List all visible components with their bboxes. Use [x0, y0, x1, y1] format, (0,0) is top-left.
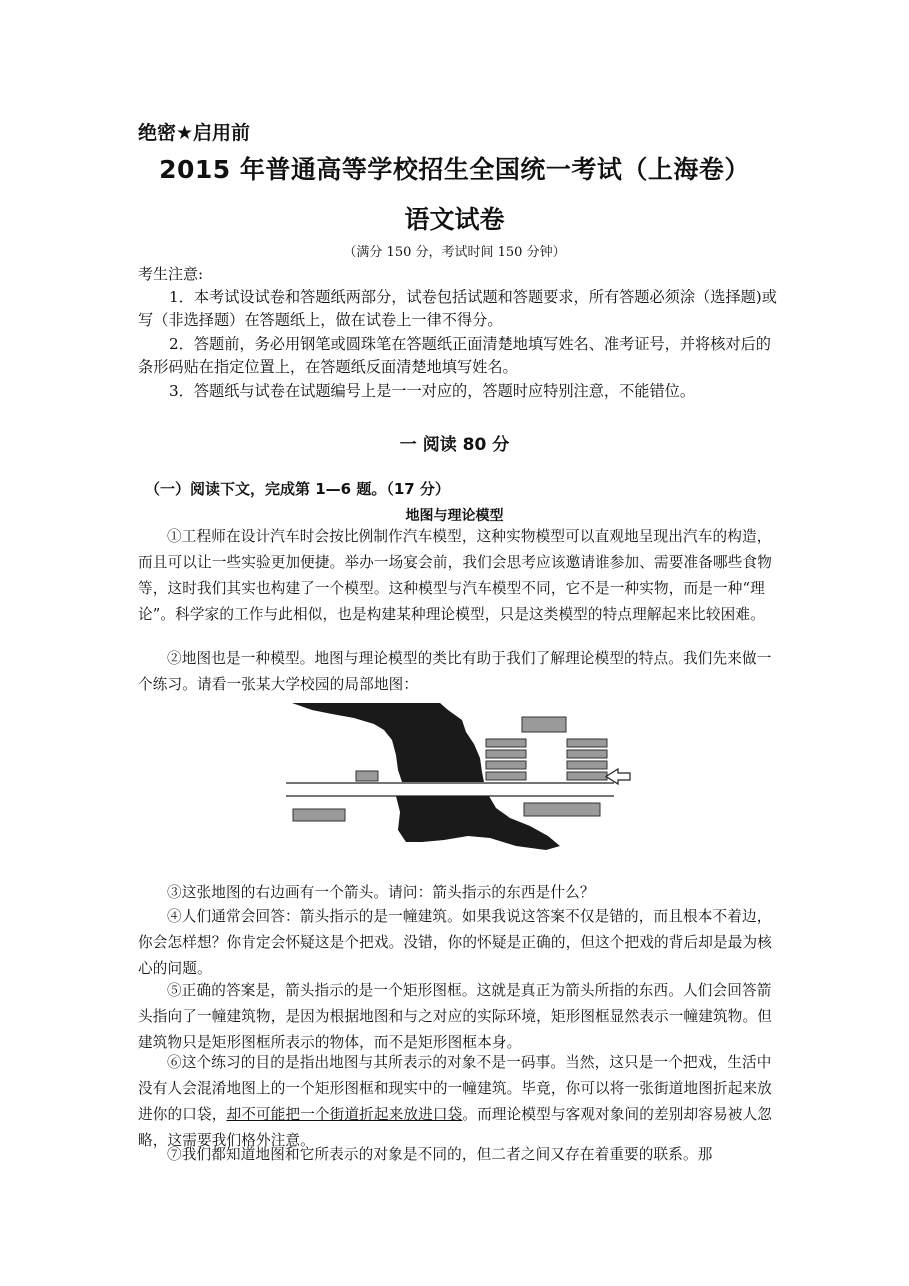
paragraph-2: ②地图也是一种模型。地图与理论模型的类比有助于我们了解理论模型的特点。我们先来做一个练习。请看一张某大学校园的局部地图： [138, 650, 772, 693]
paragraph-4: ④人们通常会回答：箭头指示的是一幢建筑。如果我说这答案不仅是错的，而且根本不着边，你会怎样想？你肯定会怀疑这是个把戏。没错，你的怀疑是正确的，但这个把戏的背后却是最为核心的问题。 [138, 908, 772, 977]
building-lower-left [293, 809, 345, 821]
building-right-3 [567, 761, 607, 769]
notice-item-3: 3．答题纸与试卷在试题编号上是一一对应的，答题时应特别注意，不能错位。 [169, 382, 696, 400]
paragraph-6-text-a: ⑥这个练习的目的是指出地图与其所表示的对象不是一码事。当然，这只是一个把戏，生活中没有人会混淆地图上的一个矩形图框和现实中的一幢建筑。毕竟，你可以将一张街道地图折起来放进你的口袋， [138, 1054, 772, 1123]
notice-heading: 考生注意: [138, 265, 204, 283]
notice-item-1: 1．本考试设试卷和答题纸两部分，试卷包括试题和答题要求，所有答题必须涂（选择题)或写（非选择题）在答题纸上，做在试卷上一律不得分。 [138, 288, 777, 329]
section-title: 一 阅读 80 分 [399, 435, 510, 455]
part-heading: （一）阅读下文，完成第 1—6 题。（17 分） [145, 480, 450, 498]
secret-label: 绝密★启用前 [138, 122, 251, 144]
paragraph-7: ⑦我们都知道地图和它所表示的对象是不同的，但二者之间又存在着重要的联系。那 [167, 1146, 713, 1163]
building-left-3 [486, 761, 526, 769]
building-left-1 [486, 739, 526, 747]
campus-map-figure [284, 700, 634, 852]
article-title: 地图与理论模型 [405, 508, 504, 524]
exam-title: 2015 年普通高等学校招生全国统一考试（上海卷） [159, 155, 750, 184]
building-top [522, 717, 566, 732]
paragraph-6-text-b: 。而理论模型与客观对象间的差别却容易被人忽略，这需要我们格外注意。 [138, 1106, 772, 1149]
building-lower-right [524, 803, 600, 816]
paragraph-1: ①工程师在设计汽车时会按比例制作汽车模型，这种实物模型可以直观地呈现出汽车的构造，而且可以让一些实验更加便捷。举办一场宴会前，我们会思考应该邀请谁参加、需要准备哪些食物等，这时我们其实也构建了一个模型。这种模型与汽车模型不同，它不是一种实物，而是一种“理论”。科学家的工作与此相似，也是构建某种理论模型，只是这类模型的特点理解起来比较困难。 [138, 528, 772, 623]
paragraph-5: ⑤正确的答案是，箭头指示的是一个矩形图框。这就是真正为箭头所指的东西。人们会回答箭头指向了一幢建筑物，是因为根据地图和与之对应的实际环境，矩形图框显然表示一幢建筑物。但建筑物只是矩形图框所表示的物体，而不是矩形图框本身。 [138, 982, 772, 1051]
building-right-1 [567, 739, 607, 747]
paragraph-3: ③这张地图的右边画有一个箭头。请问：箭头指示的东西是什么？ [167, 884, 595, 901]
arrow-icon [606, 769, 630, 784]
score-note: （满分 150 分，考试时间 150 分钟） [343, 245, 566, 260]
exam-subtitle: 语文试卷 [404, 205, 505, 234]
building-left-2 [486, 750, 526, 758]
building-small-left [356, 771, 378, 781]
notice-item-2: 2．答题前，务必用钢笔或圆珠笔在答题纸正面清楚地填写姓名、准考证号，并将核对后的条形码贴在指定位置上，在答题纸反面清楚地填写姓名。 [138, 335, 771, 376]
river-upper-shape [292, 703, 484, 782]
paragraph-6 [138, 1050, 778, 1154]
building-right-2 [567, 750, 607, 758]
paragraph-6-underlined: 却不可能把一个街道折起来放进口袋 [226, 1106, 463, 1123]
building-left-4 [486, 772, 526, 780]
building-right-4 [567, 772, 607, 780]
